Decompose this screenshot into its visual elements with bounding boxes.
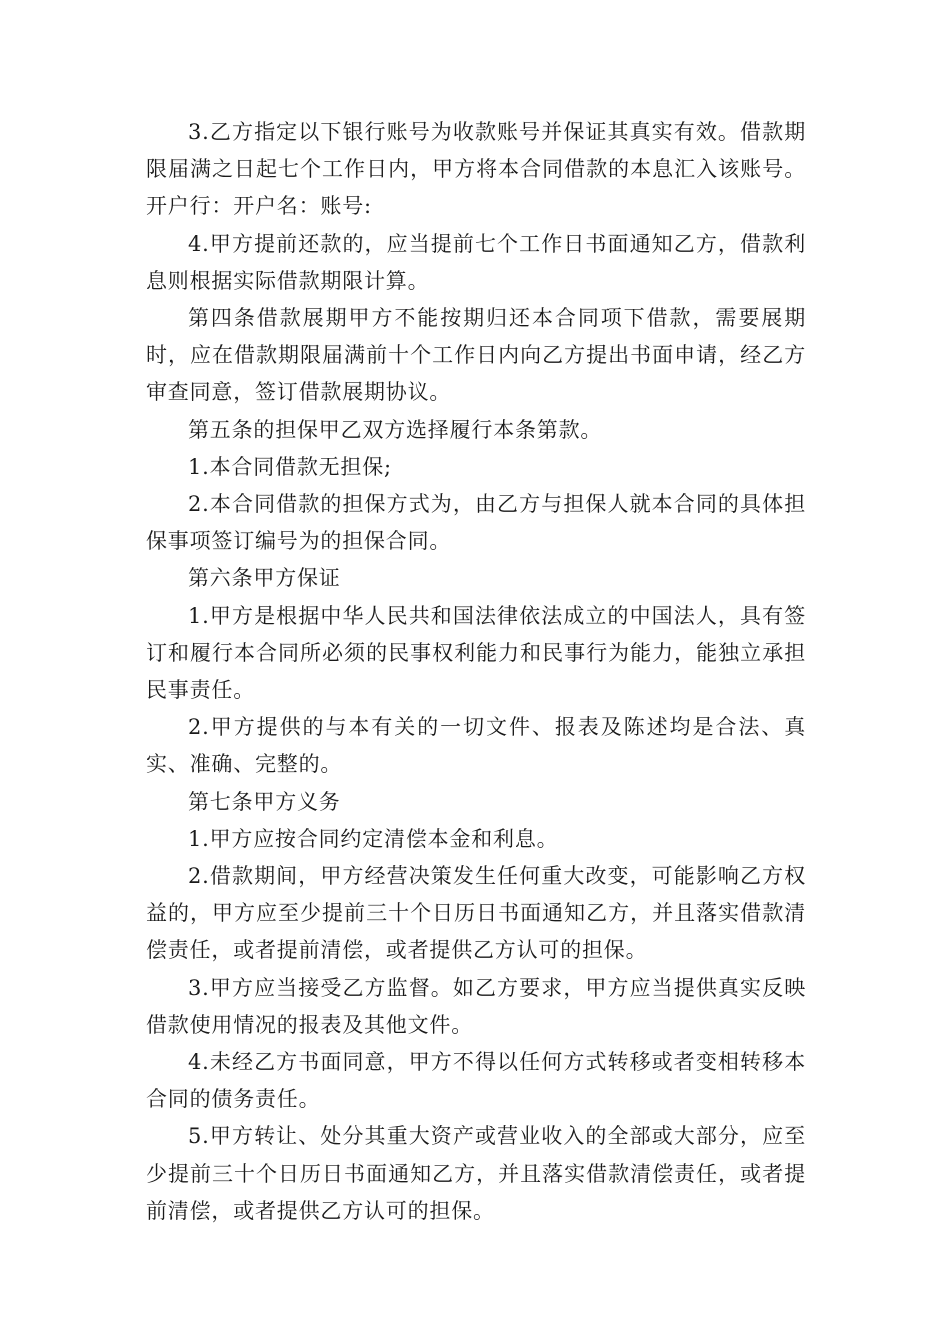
paragraph-clause-3-4: 4.甲方提前还款的，应当提前七个工作日书面通知乙方，借款利息则根据实际借款期限计算。: [146, 231, 806, 293]
paragraph-clause-7-5: 5.甲方转让、处分其重大资产或营业收入的全部或大部分，应至少提前三十个日历日书面通知乙方，并且落实借款清偿责任，或者提前清偿，或者提供乙方认可的担保。: [146, 1124, 806, 1223]
paragraph-clause-7-4: 4.未经乙方书面同意，甲方不得以任何方式转移或者变相转移本合同的债务责任。: [146, 1050, 806, 1112]
paragraph-article-5: 第五条的担保甲乙双方选择履行本条第款。: [188, 417, 603, 442]
document-body: [146, 114, 806, 1230]
paragraph-clause-6-2: 2.甲方提供的与本有关的一切文件、报表及陈述均是合法、真实、准确、完整的。: [146, 715, 806, 777]
paragraph-clause-5-2: 2.本合同借款的担保方式为，由乙方与担保人就本合同的具体担保事项签订编号为的担保合同。: [146, 492, 806, 554]
paragraph-clause-3-3: 3.乙方指定以下银行账号为收款账号并保证其真实有效。借款期限届满之日起七个工作日内，甲方将本合同借款的本息汇入该账号。开户行：开户名：账号:: [146, 120, 806, 219]
paragraph-article-4: 第四条借款展期甲方不能按期归还本合同项下借款，需要展期时，应在借款期限届满前十个工作日内向乙方提出书面申请，经乙方审查同意，签订借款展期协议。: [146, 306, 806, 405]
paragraph-article-6: 第六条甲方保证: [188, 566, 341, 591]
paragraph-clause-7-2: 2.借款期间，甲方经营决策发生任何重大改变，可能影响乙方权益的，甲方应至少提前三十个日历日书面通知乙方，并且落实借款清偿责任，或者提前清偿，或者提供乙方认可的担保。: [146, 864, 806, 963]
paragraph-article-7: 第七条甲方义务: [188, 789, 341, 814]
paragraph-clause-7-1: 1.甲方应按合同约定清偿本金和利息。: [188, 826, 559, 851]
paragraph-clause-6-1: 1.甲方是根据中华人民共和国法律依法成立的中国法人，具有签订和履行本合同所必须的民事权利能力和民事行为能力，能独立承担民事责任。: [146, 603, 806, 703]
paragraph-clause-7-3: 3.甲方应当接受乙方监督。如乙方要求，甲方应当提供真实反映借款使用情况的报表及其他文件。: [146, 975, 806, 1037]
paragraph-clause-5-1: 1.本合同借款无担保;: [188, 454, 392, 479]
